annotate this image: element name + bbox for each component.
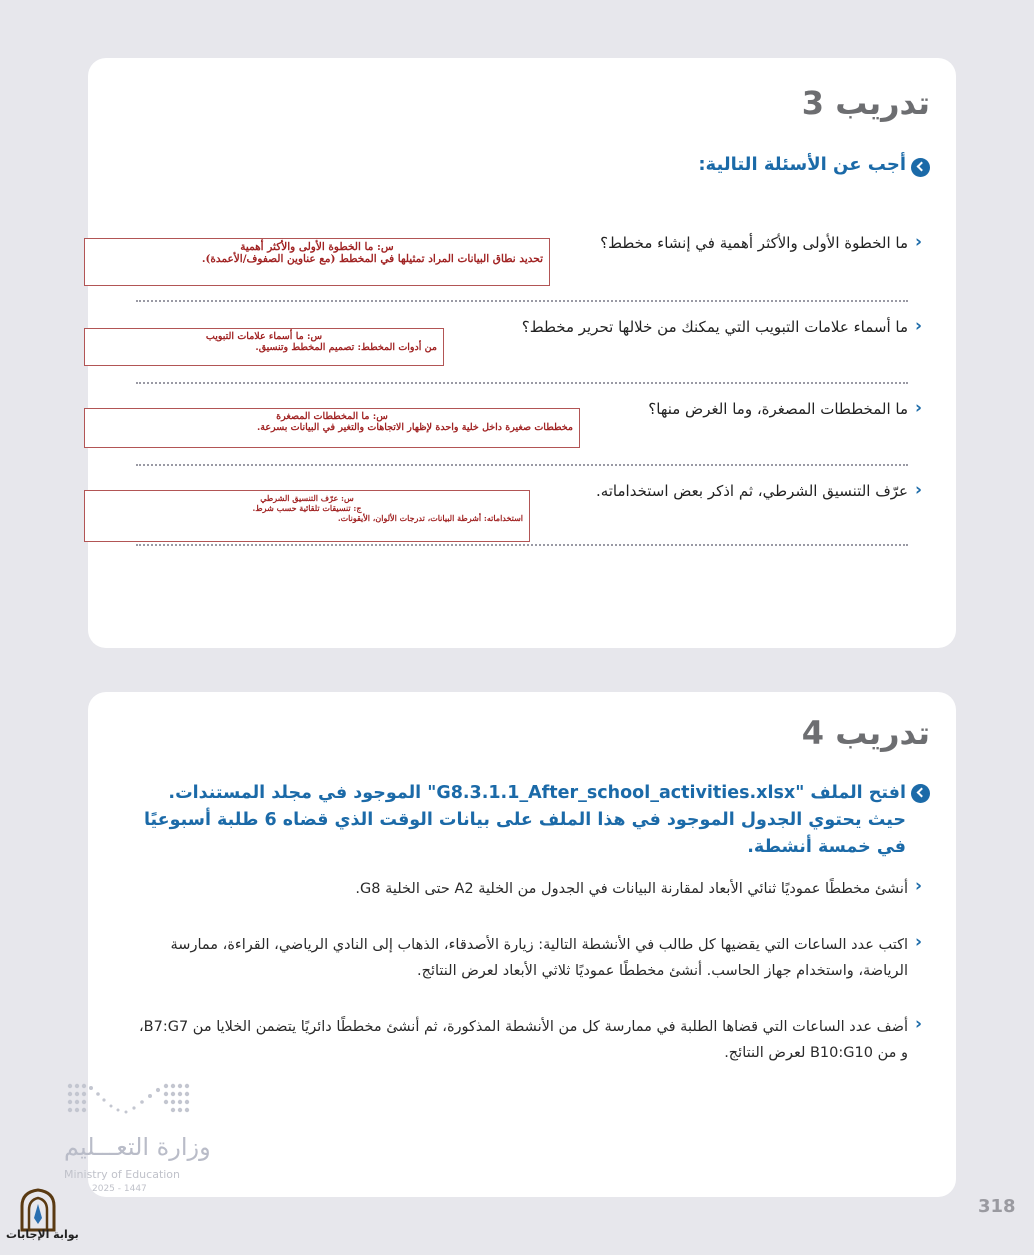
question-2: ما أسماء علامات التبويب التي يمكنك من خلالها تحرير مخطط؟ — [521, 318, 908, 336]
training-4-title: تدريب 4 — [801, 714, 930, 752]
ministry-name-arabic: وزارة التعـــليم — [64, 1133, 211, 1161]
answer-line-4 — [136, 544, 908, 546]
answer-4-line-3: استخداماته: أشرطة البيانات، تدرجات الألوان، الأيقونات. — [337, 513, 523, 523]
task-3: أضف عدد الساعات التي قضاها الطلبة في ممارسة كل من الأنشطة المذكورة، ثم أنشئ مخططًا دائريًا يتضمن الخلايا من B7:G7، و من B10:G10 لعرض النتائج. — [138, 1019, 908, 1061]
chevron-circle-icon — [911, 158, 930, 177]
answer-box-4 — [84, 490, 530, 542]
chevron-right-icon: › — [914, 480, 922, 500]
answer-line-2 — [136, 382, 908, 384]
question-1: ما الخطوة الأولى والأكثر أهمية في إنشاء مخطط؟ — [600, 234, 908, 252]
chevron-right-icon: › — [914, 232, 922, 252]
training-4-card — [88, 692, 956, 1197]
ministry-name-english: Ministry of Education — [64, 1168, 181, 1181]
answers-gate-watermark: بوابة الإجابات — [6, 1228, 79, 1241]
chevron-right-icon: › — [914, 316, 922, 336]
question-3: ما المخططات المصغرة، وما الغرض منها؟ — [648, 400, 908, 418]
answer-line-1 — [136, 300, 908, 302]
ministry-logo-icon — [64, 1082, 194, 1120]
chevron-circle-icon — [911, 784, 930, 803]
task-2: اكتب عدد الساعات التي يقضيها كل طالب في الأنشطة التالية: زيارة الأصدقاء، الذهاب إلى النادي الرياضي، القراءة، ممارسة الرياضة، واستخدام جهاز الحاسب. أنشئ مخططًا عموديًا ثلاثي الأبعاد لعرض النتائج. — [170, 937, 908, 979]
training-3-card — [88, 58, 956, 648]
training-3-title: تدريب 3 — [801, 84, 930, 122]
training-4-instruction: افتح الملف "G8.3.1.1_After_school_activities.xlsx" الموجود في مجلد المستندات. حيث يحتوي الجدول الموجود في هذا الملف على بيانات الوقت الذي قضاه 6 طلبة أسبوعيًا في خمسة أنشطة. — [143, 783, 906, 857]
answer-2-line-1: س: ما أسماء علامات التبويب — [205, 331, 323, 342]
answer-line-3 — [136, 464, 908, 466]
answer-3-line-2: مخططات صغيرة داخل خلية واحدة لإظهار الاتجاهات والتغير في البيانات بسرعة. — [256, 422, 573, 433]
answer-box-3 — [84, 408, 580, 448]
page-number: 318 — [978, 1196, 1016, 1217]
answer-4-line-2: ج: تنسيقات تلقائية حسب شرط. — [252, 503, 362, 513]
task-1: أنشئ مخططًا عموديًا ثنائي الأبعاد لمقارنة البيانات في الجدول من الخلية A2 حتى الخلية G8. — [355, 881, 908, 897]
answer-box-1 — [84, 238, 550, 286]
answer-2-line-2: من أدوات المخطط: تصميم المخطط وتنسيق. — [255, 342, 437, 353]
answer-box-2 — [84, 328, 444, 366]
answer-1-line-1: س: ما الخطوة الأولى والأكثر أهمية — [240, 241, 394, 253]
training-3-instruction: أجب عن الأسئلة التالية: — [698, 154, 906, 175]
answer-4-line-1: س: عرّف التنسيق الشرطي — [260, 493, 354, 503]
answer-3-line-1: س: ما المخططات المصغرة — [276, 411, 388, 422]
chevron-right-icon: › — [914, 1014, 922, 1034]
ministry-year: 2025 - 1447 — [92, 1184, 147, 1194]
chevron-right-icon: › — [914, 398, 922, 418]
question-4: عرّف التنسيق الشرطي، ثم اذكر بعض استخداماته. — [595, 482, 908, 500]
chevron-right-icon: › — [914, 932, 922, 952]
answer-1-line-2: تحديد نطاق البيانات المراد تمثيلها في المخطط (مع عناوين الصفوف/الأعمدة). — [201, 253, 543, 265]
answers-gate-logo-icon — [18, 1188, 58, 1232]
chevron-right-icon: › — [914, 876, 922, 896]
